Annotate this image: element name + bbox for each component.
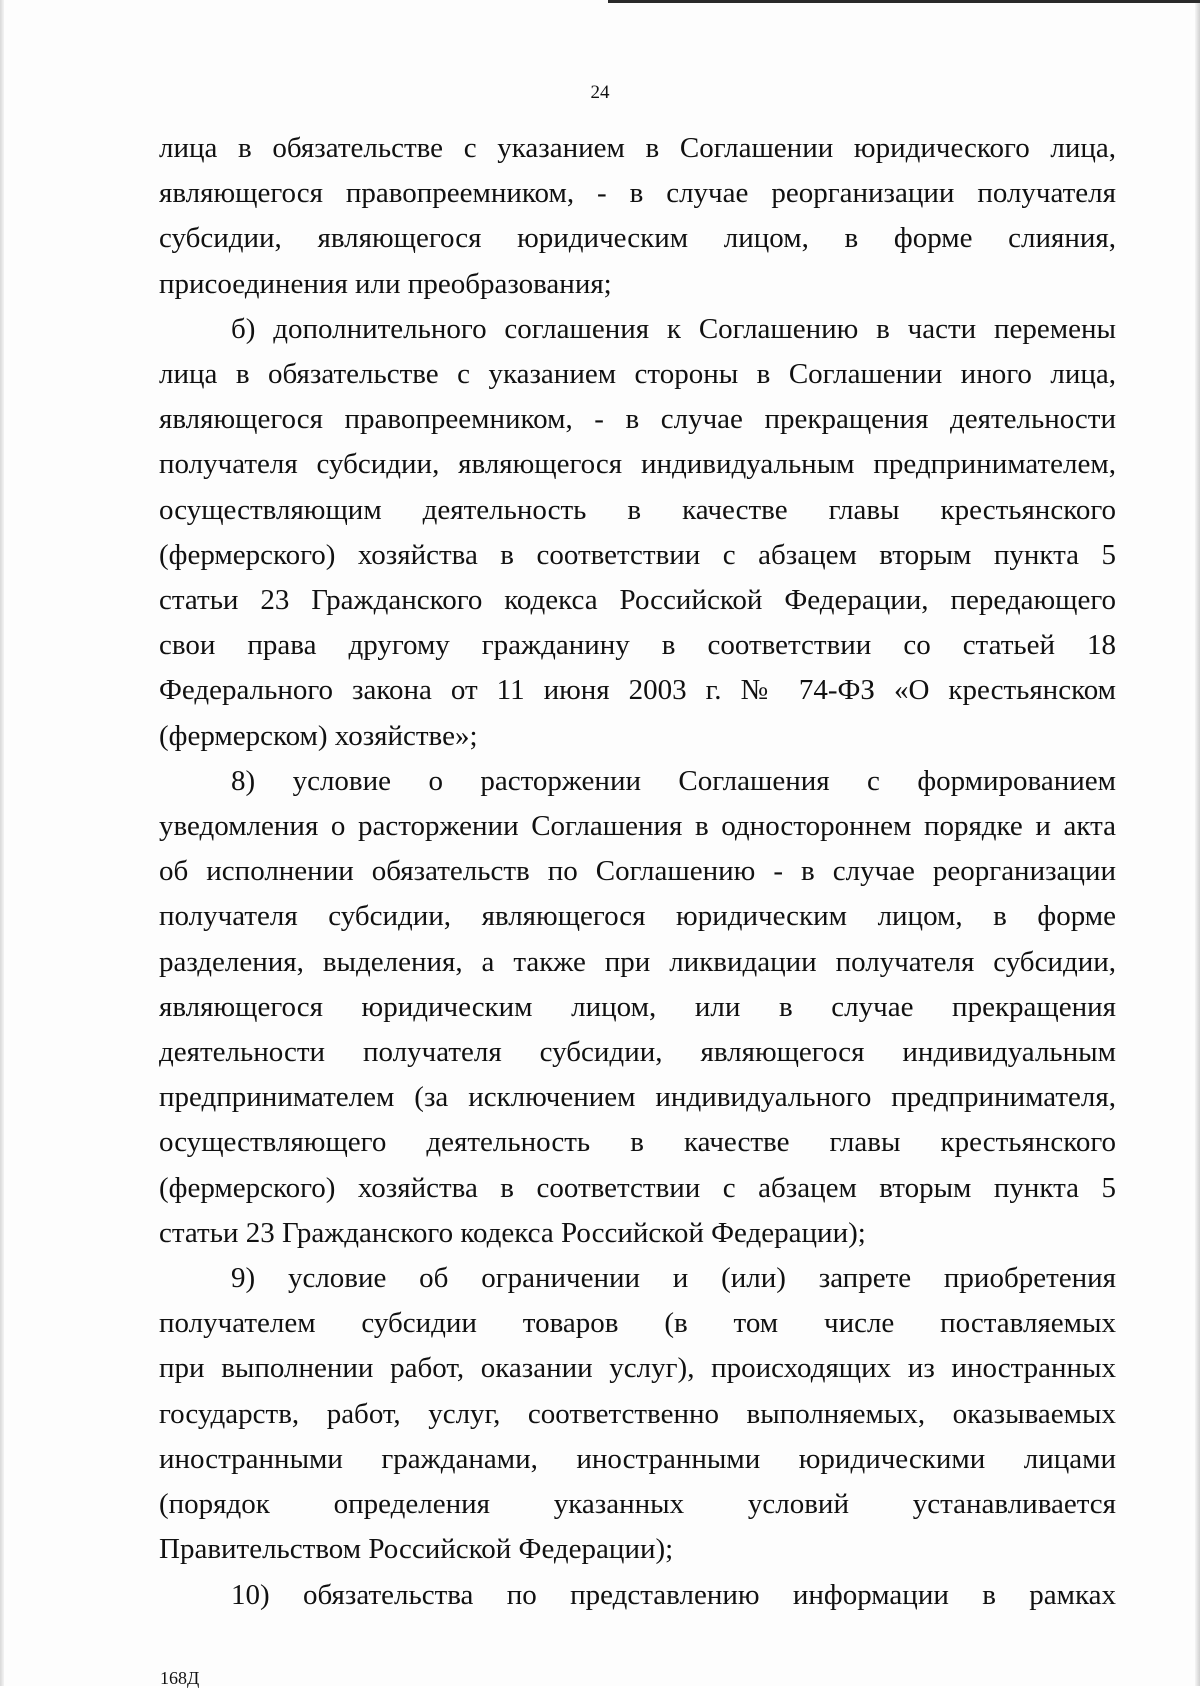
page-number: 24 (590, 82, 610, 103)
paragraph-line: (фермерского) хозяйства в соответствии с абзацем вторым пункта 5 (159, 1171, 1116, 1204)
paragraph-line: уведомления о расторжении Соглашения в одностороннем порядке и акта (159, 810, 1116, 843)
paragraph-line: деятельности получателя субсидии, являющегося индивидуальным (159, 1036, 1116, 1069)
paragraph-last-line: статьи 23 Гражданского кодекса Российской Федерации); (159, 1216, 866, 1249)
paragraph-line: осуществляющего деятельность в качестве главы крестьянского (159, 1126, 1116, 1159)
paragraph-line: субсидии, являющегося юридическим лицом, в форме слияния, (159, 222, 1116, 255)
paragraph-line: предпринимателем (за исключением индивидуального предпринимателя, (159, 1081, 1116, 1114)
paragraph-last-line: присоединения или преобразования; (159, 267, 612, 300)
paragraph-line: лица в обязательстве с указанием в Соглашении юридического лица, (159, 132, 1116, 164)
paragraph-line: лица в обязательстве с указанием стороны в Соглашении иного лица, (159, 358, 1116, 391)
paragraph-last-line: Правительством Российской Федерации); (159, 1533, 674, 1566)
paragraph-line: иностранными гражданами, иностранными юридическими лицами (159, 1442, 1116, 1475)
scan-edge-left (0, 0, 4, 1686)
paragraph-line: получателя субсидии, являющегося юридическим лицом, в форме (159, 900, 1116, 933)
paragraph-line: 10) обязательства по представлению информации в рамках (231, 1578, 1116, 1611)
paragraph-line: являющегося правопреемником, - в случае прекращения деятельности (159, 403, 1116, 436)
paragraph-line: разделения, выделения, а также при ликвидации получателя субсидии, (159, 945, 1116, 978)
paragraph-line: государств, работ, услуг, соответственно выполняемых, оказываемых (159, 1397, 1116, 1430)
top-rule (608, 0, 1200, 3)
document-body (159, 126, 1116, 1618)
paragraph-last-line: (фермерском) хозяйстве»; (159, 719, 478, 752)
paragraph-line: являющегося юридическим лицом, или в случае прекращения (159, 990, 1116, 1023)
paragraph-line: (порядок определения указанных условий устанавливается (159, 1488, 1116, 1521)
paragraph-line: б) дополнительного соглашения к Соглашению в части перемены (231, 312, 1116, 345)
paragraph-line: являющегося правопреемником, - в случае реорганизации получателя (159, 177, 1116, 210)
paragraph-line: при выполнении работ, оказании услуг), происходящих из иностранных (159, 1352, 1116, 1385)
paragraph-line: 9) условие об ограничении и (или) запрете приобретения (231, 1262, 1116, 1295)
paragraph-line: Федерального закона от 11 июня 2003 г. № 74-ФЗ «О крестьянском (159, 674, 1116, 707)
paragraph-line: получателем субсидии товаров (в том числе поставляемых (159, 1307, 1116, 1340)
scan-edge-right (1195, 0, 1200, 1686)
paragraph-line: получателя субсидии, являющегося индивидуальным предпринимателем, (159, 448, 1116, 481)
paragraph-line: 8) условие о расторжении Соглашения с формированием (231, 764, 1116, 797)
paragraph-line: статьи 23 Гражданского кодекса Российской Федерации, передающего (159, 584, 1116, 617)
paragraph-line: об исполнении обязательств по Соглашению - в случае реорганизации (159, 855, 1116, 888)
paragraph-line: (фермерского) хозяйства в соответствии с абзацем вторым пункта 5 (159, 538, 1116, 571)
footer-code: 168Д (160, 1668, 200, 1688)
paragraph-line: осуществляющим деятельность в качестве главы крестьянского (159, 493, 1116, 526)
paragraph-line: свои права другому гражданину в соответствии со статьей 18 (159, 629, 1116, 662)
